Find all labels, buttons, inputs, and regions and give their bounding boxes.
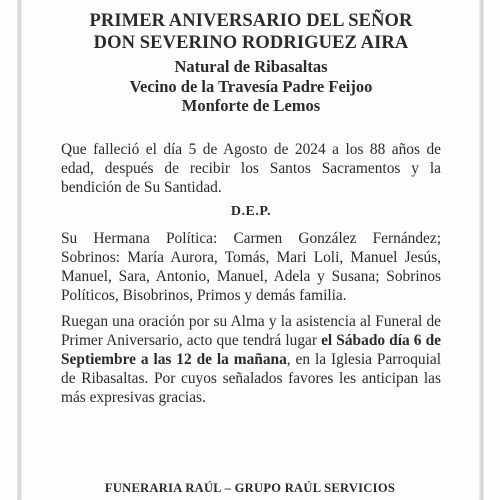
invitation-paragraph: [61, 312, 441, 407]
left-border-line: [17, 0, 22, 500]
dep-heading: D.E.P.: [230, 203, 272, 219]
invitation-text-start: Ruegan una oración por su Alma y la asistencia al Funeral de Primer Aniversario, acto que tendrá lugar: [61, 312, 441, 349]
origin-line: Natural de Ribasaltas: [174, 57, 328, 76]
funeral-home-footer: FUNERARIA RAÚL – GRUPO RAÚL SERVICIOS: [104, 481, 396, 495]
family-paragraph: Su Hermana Política: Carmen González Fernández; Sobrinos: María Aurora, Tomás, Mari Loli, Manuel Jesús, Manuel, Sara, Antonio, Manuel, Adela y Susana; Sobrinos Políticos, Bisobrinos, Primos y demás familia.: [61, 229, 441, 304]
invitation-text-end: , en la Iglesia Parroquial de Ribasaltas. Por cuyos señalados favores les anticipan las más expresivas gracias.: [61, 350, 441, 406]
death-notice-paragraph: Que falleció el día 5 de Agosto de 2024 a los 88 años de edad, después de recibir los Santos Sacramentos y la bendición de Su Santidad.: [61, 140, 441, 196]
obituary-content: [61, 0, 441, 500]
obituary-header: [61, 10, 441, 116]
town-line: Monforte de Lemos: [181, 96, 321, 115]
title-line-2: DON SEVERINO RODRIGUEZ AIRA: [93, 33, 409, 53]
funeral-date-time: el Sábado día 6 de Septiembre a las 12 de la mañana: [61, 331, 441, 368]
right-border-line: [479, 0, 484, 500]
title-line-1: PRIMER ANIVERSARIO DEL SEÑOR: [89, 11, 413, 31]
residence-line: Vecino de la Travesía Padre Feijoo: [129, 76, 373, 96]
